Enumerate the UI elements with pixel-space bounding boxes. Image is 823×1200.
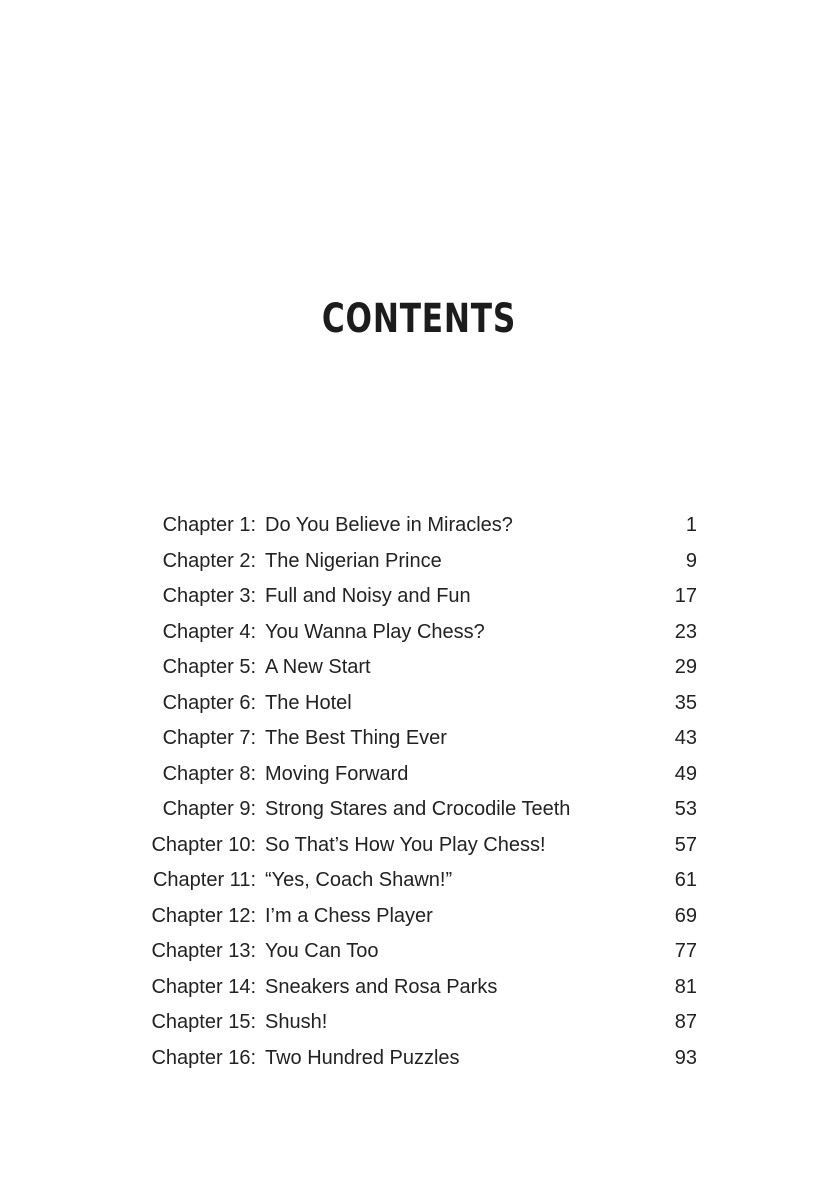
chapter-page-number: 77 <box>674 940 697 962</box>
chapter-title: You Can Too <box>265 940 379 962</box>
toc-entry[interactable] <box>0 757 823 793</box>
chapter-page-number: 23 <box>674 620 697 643</box>
chapter-label: Chapter 7: <box>162 727 256 749</box>
chapter-page-number: 57 <box>674 833 697 856</box>
toc-entry[interactable] <box>0 828 823 864</box>
toc-entry[interactable] <box>0 1005 823 1041</box>
chapter-page-number: 9 <box>685 549 697 572</box>
chapter-page-number: 61 <box>674 869 697 891</box>
toc-entry[interactable] <box>0 863 823 899</box>
chapter-title: Two Hundred Puzzles <box>265 1046 460 1069</box>
chapter-label: Chapter 12: <box>151 904 256 927</box>
toc-entry[interactable] <box>0 934 823 970</box>
chapter-page-number: 93 <box>674 1046 697 1069</box>
chapter-title: The Hotel <box>265 691 352 714</box>
toc-entry[interactable] <box>0 579 823 615</box>
chapter-title: Full and Noisy and Fun <box>265 585 471 607</box>
contents-heading: CONTENTS <box>321 296 517 342</box>
chapter-title: I’m a Chess Player <box>265 904 433 927</box>
chapter-page-number: 49 <box>674 762 697 785</box>
chapter-label: Chapter 11: <box>152 869 256 891</box>
chapter-title: Moving Forward <box>265 762 409 785</box>
toc-entry[interactable] <box>0 1041 823 1077</box>
chapter-label: Chapter 3: <box>162 585 256 607</box>
chapter-page-number: 69 <box>674 904 697 927</box>
chapter-page-number: 81 <box>674 975 697 998</box>
toc-entry[interactable] <box>0 899 823 935</box>
chapter-title: Sneakers and Rosa Parks <box>265 975 498 998</box>
chapter-title: You Wanna Play Chess? <box>265 620 485 643</box>
toc-entry[interactable] <box>0 721 823 757</box>
chapter-label: Chapter 16: <box>151 1046 256 1069</box>
chapter-title: The Nigerian Prince <box>265 549 442 572</box>
chapter-label: Chapter 1: <box>162 514 256 536</box>
chapter-page-number: 17 <box>674 585 697 607</box>
chapter-label: Chapter 13: <box>151 940 256 962</box>
chapter-title: Strong Stares and Crocodile Teeth <box>265 798 571 820</box>
chapter-page-number: 35 <box>674 691 697 714</box>
chapter-label: Chapter 10: <box>151 833 256 856</box>
toc-entry[interactable] <box>0 650 823 686</box>
chapter-page-number: 1 <box>685 514 697 536</box>
chapter-page-number: 53 <box>674 798 697 820</box>
chapter-label: Chapter 15: <box>151 1011 256 1033</box>
toc-entry[interactable] <box>0 686 823 722</box>
chapter-page-number: 43 <box>674 727 697 749</box>
chapter-label: Chapter 8: <box>162 762 256 785</box>
toc-entry[interactable] <box>0 508 823 544</box>
chapter-title: So That’s How You Play Chess! <box>265 833 546 856</box>
chapter-title: A New Start <box>265 656 371 678</box>
table-of-contents <box>0 508 823 1076</box>
chapter-label: Chapter 14: <box>151 975 256 998</box>
chapter-title: “Yes, Coach Shawn!” <box>265 869 453 891</box>
chapter-title: Shush! <box>265 1011 328 1033</box>
chapter-page-number: 87 <box>674 1011 697 1033</box>
toc-entry[interactable] <box>0 615 823 651</box>
chapter-label: Chapter 9: <box>162 798 256 820</box>
chapter-label: Chapter 4: <box>162 620 256 643</box>
chapter-label: Chapter 5: <box>162 656 256 678</box>
toc-entry[interactable] <box>0 792 823 828</box>
chapter-title: Do You Believe in Miracles? <box>265 514 513 536</box>
toc-entry[interactable] <box>0 970 823 1006</box>
chapter-label: Chapter 6: <box>162 691 256 714</box>
chapter-label: Chapter 2: <box>162 549 256 572</box>
toc-entry[interactable] <box>0 544 823 580</box>
chapter-page-number: 29 <box>674 656 697 678</box>
chapter-title: The Best Thing Ever <box>265 727 447 749</box>
